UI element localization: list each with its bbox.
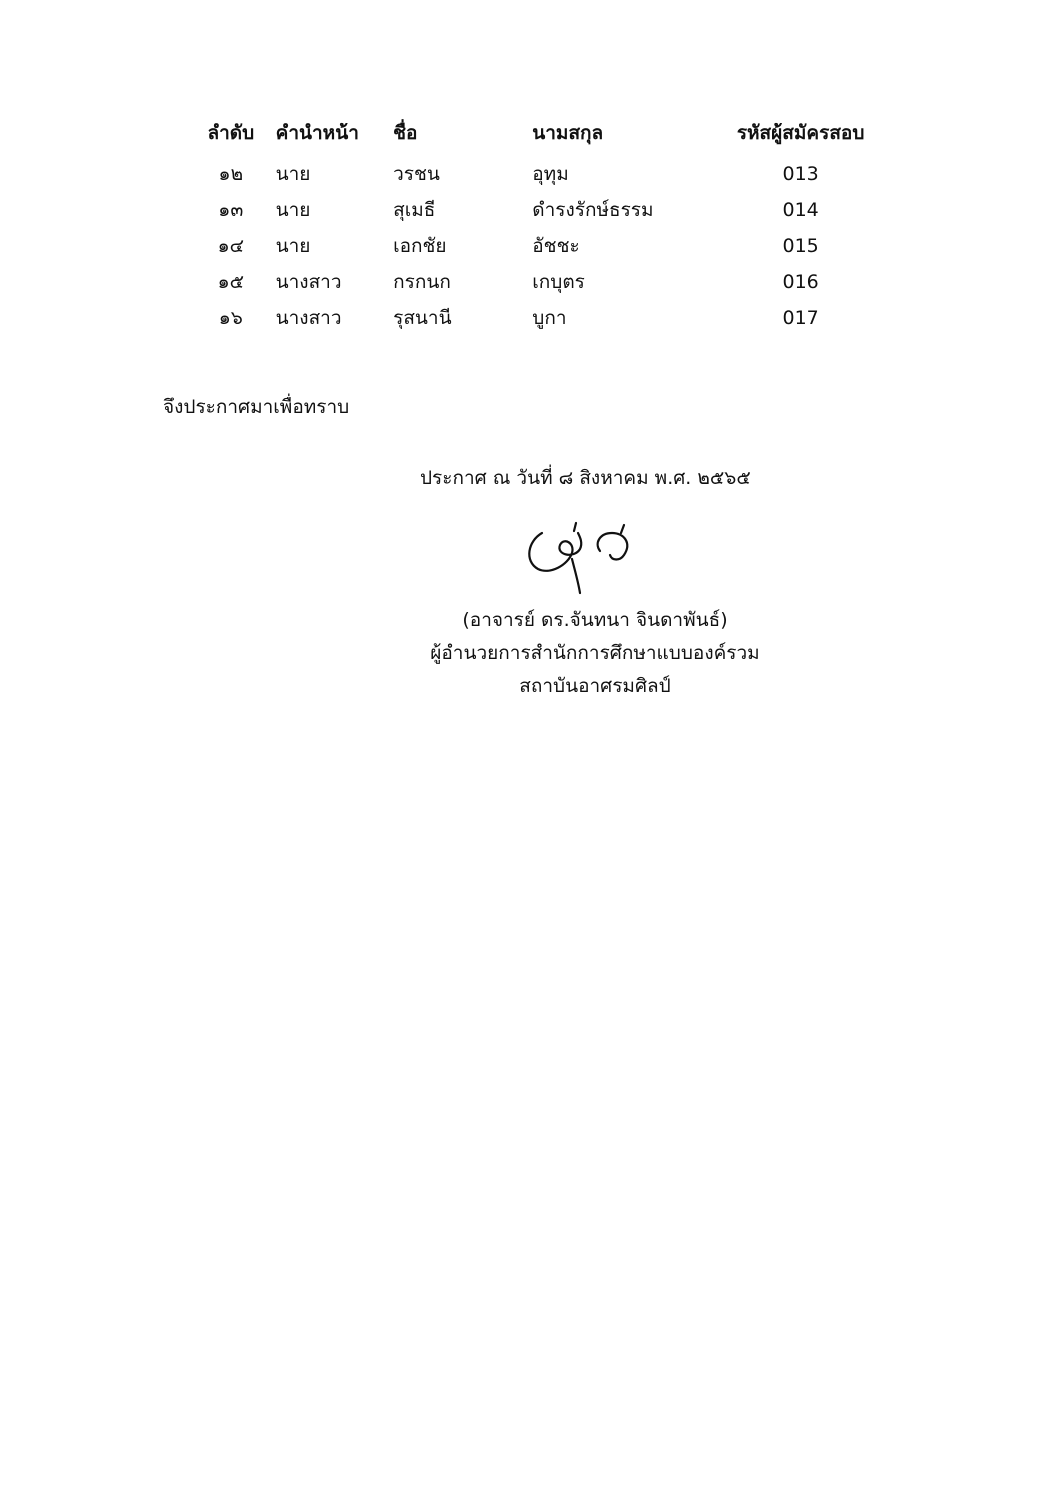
table-row xyxy=(190,156,890,192)
cell-last-name: เกบุตร xyxy=(532,271,585,293)
table-row xyxy=(190,264,890,300)
table-header-row xyxy=(190,112,890,156)
cell-candidate-code: 015 xyxy=(782,235,819,257)
cell-first-name: กรกนก xyxy=(393,271,451,293)
announcement-date: ประกาศ ณ วันที่ ๘ สิงหาคม พ.ศ. ๒๕๖๕ xyxy=(420,467,751,489)
header-first-name: ชื่อ xyxy=(393,122,418,144)
signatory-position: ผู้อำนวยการสำนักการศึกษาแบบองค์รวม xyxy=(430,642,760,664)
cell-first-name: วรชน xyxy=(393,163,440,185)
header-last-name: นามสกุล xyxy=(532,122,604,144)
handwritten-signature xyxy=(520,515,650,595)
signatory-name: (อาจารย์ ดร.จันทนา จินดาพันธ์) xyxy=(462,609,728,631)
cell-prefix: นาย xyxy=(275,163,311,185)
cell-last-name: ดำรงรักษ์ธรรม xyxy=(532,199,654,221)
cell-prefix: นางสาว xyxy=(275,307,342,329)
cell-order: ๑๓ xyxy=(218,199,244,221)
cell-order: ๑๔ xyxy=(217,235,245,257)
cell-candidate-code: 013 xyxy=(782,163,819,185)
signatory-organization: สถาบันอาศรมศิลป์ xyxy=(519,675,671,697)
cell-order: ๑๖ xyxy=(218,307,243,329)
cell-candidate-code: 014 xyxy=(782,199,819,221)
candidate-table xyxy=(190,112,890,336)
cell-first-name: รุสนานี xyxy=(393,307,452,329)
header-prefix: คำนำหน้า xyxy=(275,122,359,144)
cell-last-name: อัชชะ xyxy=(532,235,580,257)
cell-prefix: นางสาว xyxy=(275,271,342,293)
header-candidate-code: รหัสผู้สมัครสอบ xyxy=(736,122,865,144)
cell-order: ๑๕ xyxy=(217,271,245,293)
cell-candidate-code: 016 xyxy=(782,271,819,293)
cell-first-name: เอกชัย xyxy=(393,235,447,257)
closing-text: จึงประกาศมาเพื่อทราบ xyxy=(163,396,350,418)
header-order: ลำดับ xyxy=(207,122,255,144)
cell-candidate-code: 017 xyxy=(782,307,819,329)
table-row xyxy=(190,300,890,336)
cell-prefix: นาย xyxy=(275,199,311,221)
cell-first-name: สุเมธี xyxy=(393,199,436,221)
signature-block xyxy=(380,604,810,703)
cell-last-name: อุทุม xyxy=(532,163,569,185)
cell-order: ๑๒ xyxy=(218,163,244,185)
cell-prefix: นาย xyxy=(275,235,311,257)
cell-last-name: บูกา xyxy=(532,307,567,329)
table-row xyxy=(190,192,890,228)
table-row xyxy=(190,228,890,264)
